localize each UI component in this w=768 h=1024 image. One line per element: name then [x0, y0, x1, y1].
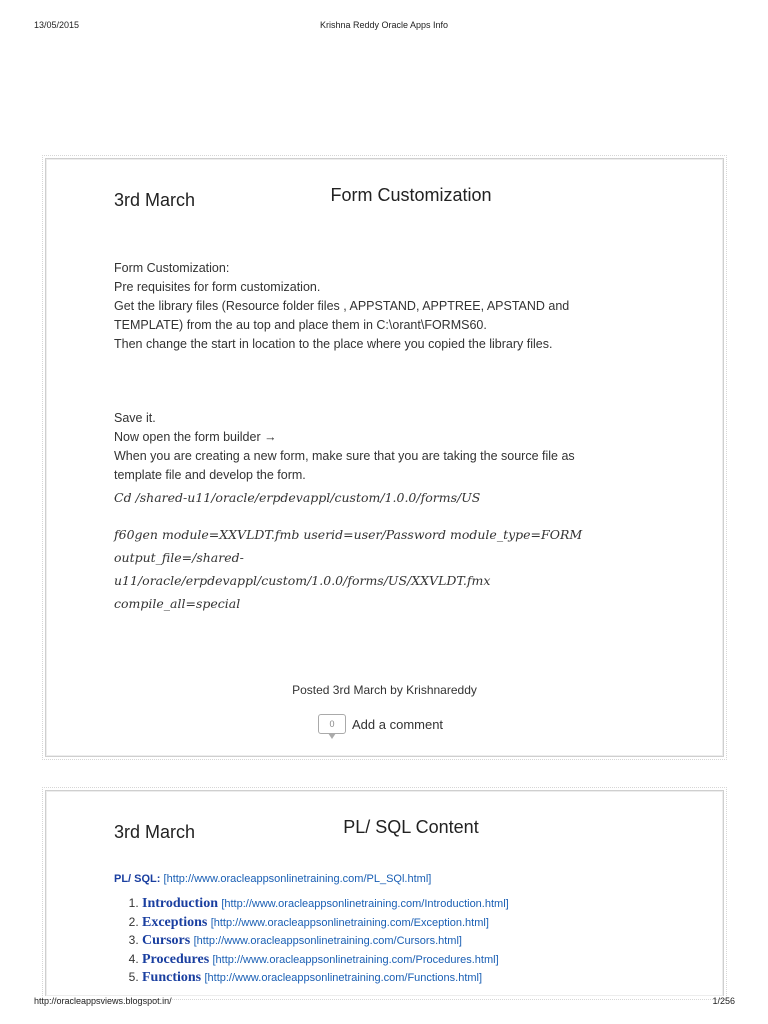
topic-link[interactable]: [http://www.oracleappsonlinetraining.com/Introduction.html] [221, 898, 509, 910]
list-item [142, 914, 702, 933]
add-comment-link[interactable] [318, 714, 443, 734]
plsql-heading [114, 873, 431, 885]
print-title: Krishna Reddy Oracle Apps Info [319, 20, 449, 30]
post-title[interactable]: Form Customization [330, 185, 492, 205]
topic-title[interactable]: Exceptions [142, 914, 208, 930]
list-item [142, 969, 702, 988]
topic-link[interactable]: [http://www.oracleappsonlinetraining.com/Functions.html] [204, 972, 483, 984]
post-date: 3rd March [114, 190, 196, 210]
topic-title[interactable]: Cursors [142, 933, 191, 948]
body-line: Pre requisites for form customization. [114, 280, 321, 294]
post-plsql-content [45, 790, 724, 996]
body-line: Form Customization: [114, 261, 230, 275]
topic-title[interactable]: Functions [142, 970, 202, 985]
topic-title[interactable]: Introduction [142, 896, 218, 911]
list-item [142, 951, 702, 970]
body-line: Then change the start in location to the place where you copied the library files. [114, 337, 553, 351]
topic-title[interactable]: Procedures [142, 951, 210, 967]
plsql-label: PL/ SQL: [114, 873, 161, 885]
page-number: 1/256 [712, 996, 735, 1006]
post-title[interactable]: PL/ SQL Content [343, 817, 479, 837]
body-line: Now open the form builder → [114, 430, 277, 444]
list-item [142, 895, 702, 914]
command-line: compile_all=special [114, 596, 241, 611]
command-line: f60gen module=XXVLDT.fmb userid=user/Password module_type=FORM [114, 527, 583, 542]
topic-link[interactable]: [http://www.oracleappsonlinetraining.com/Exception.html] [210, 916, 489, 929]
body-line: Get the library files (Resource folder files , APPSTAND, APPTREE, APSTAND and [114, 299, 570, 313]
body-line: TEMPLATE) from the au top and place them in C:\orant\FORMS60. [114, 318, 487, 332]
post-form-customization [45, 158, 724, 757]
topic-list [120, 895, 702, 988]
topic-link[interactable]: [http://www.oracleappsonlinetraining.com/Cursors.html] [193, 935, 462, 947]
list-item [142, 932, 702, 951]
plsql-link[interactable]: [http://www.oracleappsonlinetraining.com/PL_SQl.html] [163, 873, 432, 885]
cd-command: Cd /shared-u11/oracle/erpdevappl/custom/1.0.0/forms/US [114, 490, 481, 505]
body-line: template file and develop the form. [114, 468, 306, 482]
footer-url: http://oracleappsviews.blogspot.in/ [34, 996, 172, 1006]
posted-by: Posted 3rd March by Krishnareddy [292, 683, 477, 697]
post-body-intro [114, 259, 674, 354]
body-line: Save it. [114, 411, 156, 425]
body-line: When you are creating a new form, make sure that you are taking the source file as [114, 449, 575, 463]
post-date: 3rd March [114, 822, 196, 842]
print-date: 13/05/2015 [34, 20, 80, 30]
add-comment-label[interactable]: Add a comment [352, 716, 444, 732]
comment-count-icon: 0 [318, 714, 346, 734]
command-line: output_file=/shared- [114, 550, 244, 565]
compile-command [114, 523, 674, 615]
command-line: u11/oracle/erpdevappl/custom/1.0.0/forms/US/XXVLDT.fmx [114, 573, 491, 588]
topic-link[interactable]: [http://www.oracleappsonlinetraining.com/Procedures.html] [212, 953, 499, 966]
post-body-steps [114, 409, 674, 485]
